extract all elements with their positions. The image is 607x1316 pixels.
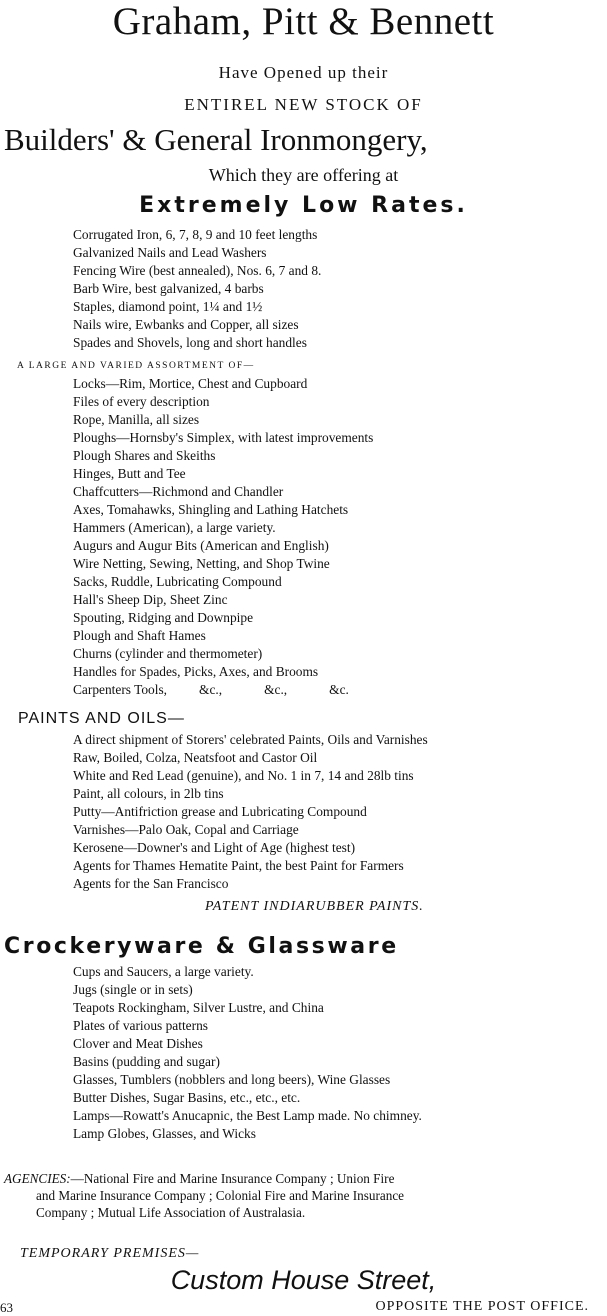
low-rates-headline: Extremely Low Rates. (139, 193, 468, 218)
offering-line: Which they are offering at (208, 165, 399, 185)
list-item: Plough and Shaft Hames (73, 628, 206, 643)
list-item: Glasses, Tumblers (nobblers and long beers), Wine Glasses (73, 1072, 391, 1087)
list-item: Axes, Tomahawks, Shingling and Lathing Hatchets (73, 502, 349, 517)
entirely-new-stock-line: ENTIREL NEW STOCK OF (184, 95, 423, 114)
list-item: Staples, diamond point, 1¼ and 1½ (73, 299, 263, 314)
agencies-line: and Marine Insurance Company ; Colonial Fire and Marine Insurance (36, 1188, 405, 1203)
list-item: Nails wire, Ewbanks and Copper, all sizes (73, 317, 299, 332)
firm-name: Graham, Pitt & Bennett (112, 0, 495, 43)
list-item: Paint, all colours, in 2lb tins (73, 786, 224, 801)
list-item: Varnishes—Palo Oak, Copal and Carriage (73, 822, 299, 837)
opposite-post-office: OPPOSITE THE POST OFFICE. (375, 1299, 589, 1314)
list-item: Spades and Shovels, long and short handles (73, 335, 307, 350)
list-item: Files of every description (73, 394, 210, 409)
list-item: White and Red Lead (genuine), and No. 1 in 7, 14 and 28lb tins (73, 768, 414, 783)
list-item: Handles for Spades, Picks, Axes, and Brooms (73, 664, 319, 679)
etc-mark: &c., (264, 682, 288, 697)
list-item: Putty—Antifriction grease and Lubricating Compound (73, 804, 367, 819)
etc-mark: &c. (329, 682, 349, 697)
list-item: Barb Wire, best galvanized, 4 barbs (73, 281, 264, 296)
list-item: Jugs (single or in sets) (73, 982, 193, 997)
agencies-line: Company ; Mutual Life Association of Australasia. (36, 1205, 306, 1220)
list-item: Basins (pudding and sugar) (73, 1054, 220, 1069)
list-item: Locks—Rim, Mortice, Chest and Cupboard (73, 376, 308, 391)
list-item: Rope, Manilla, all sizes (73, 412, 200, 427)
etc-mark: &c., (199, 682, 223, 697)
list-item: A direct shipment of Storers' celebrated Paints, Oils and Varnishes (73, 732, 428, 747)
crockery-heading: Crockeryware & Glassware (4, 934, 399, 959)
patent-paints-line: PATENT INDIARUBBER PAINTS. (205, 899, 424, 914)
list-item: Hall's Sheep Dip, Sheet Zinc (73, 592, 228, 607)
list-item: Kerosene—Downer's and Light of Age (highest test) (73, 840, 356, 855)
list-item: Spouting, Ridging and Downpipe (73, 610, 254, 625)
list-item: Corrugated Iron, 6, 7, 8, 9 and 10 feet lengths (73, 227, 318, 242)
list-item: Hinges, Butt and Tee (73, 466, 186, 481)
list-item: Agents for Thames Hematite Paint, the best Paint for Farmers (73, 858, 404, 873)
list-item: Plates of various patterns (73, 1018, 208, 1033)
list-item: Plough Shares and Skeiths (73, 448, 216, 463)
list-item: Augurs and Augur Bits (American and English) (73, 538, 329, 553)
carpenters-tools-line (73, 683, 349, 696)
list-item: Teapots Rockingham, Silver Lustre, and China (73, 1000, 324, 1015)
list-item: Butter Dishes, Sugar Basins, etc., etc., etc. (73, 1090, 301, 1105)
list-item: Ploughs—Hornsby's Simplex, with latest improvements (73, 430, 374, 445)
builders-headline: Builders' & General Ironmongery, (4, 122, 428, 157)
list-item: Clover and Meat Dishes (73, 1036, 203, 1051)
opened-line: Have Opened up their (218, 63, 389, 82)
assortment-heading: A LARGE AND VARIED ASSORTMENT OF— (17, 361, 255, 371)
agencies-label: AGENCIES: (4, 1171, 71, 1186)
ad-code: 63 (0, 1300, 13, 1315)
list-item: Fencing Wire (best annealed), Nos. 6, 7 and 8. (73, 263, 322, 278)
list-item: Cups and Saucers, a large variety. (73, 964, 254, 979)
list-item: Hammers (American), a large variety. (73, 520, 276, 535)
agencies-block (0, 1170, 607, 1221)
list-item: Lamps—Rowatt's Anucapnic, the Best Lamp made. No chimney. (73, 1108, 422, 1123)
list-item: Wire Netting, Sewing, Netting, and Shop Twine (73, 556, 330, 571)
temporary-premises: TEMPORARY PREMISES— (20, 1246, 200, 1261)
street-name: Custom House Street, (170, 1265, 437, 1295)
list-item: Agents for the San Francisco (73, 876, 229, 891)
agencies-line: —National Fire and Marine Insurance Company ; Union Fire (70, 1171, 395, 1186)
list-item: Galvanized Nails and Lead Washers (73, 245, 267, 260)
list-item: Lamp Globes, Glasses, and Wicks (73, 1126, 256, 1141)
list-item: Chaffcutters—Richmond and Chandler (73, 484, 284, 499)
list-item: Sacks, Ruddle, Lubricating Compound (73, 574, 282, 589)
list-item: Churns (cylinder and thermometer) (73, 646, 263, 661)
paints-heading: PAINTS AND OILS— (18, 710, 185, 727)
list-item: Raw, Boiled, Colza, Neatsfoot and Castor Oil (73, 750, 318, 765)
carpenters-label: Carpenters Tools, (73, 682, 168, 697)
